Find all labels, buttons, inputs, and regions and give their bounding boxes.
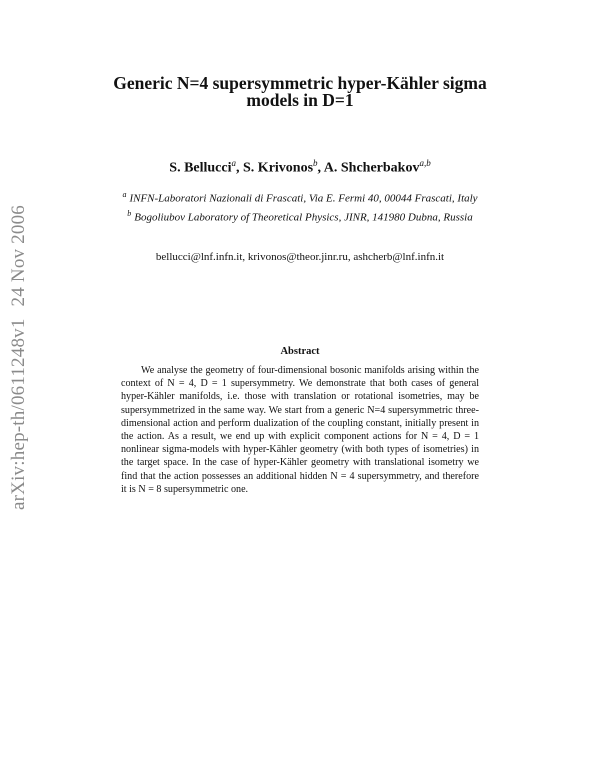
arxiv-date: 24 Nov 2006 — [8, 205, 29, 307]
paper-title — [60, 75, 540, 109]
author-emails: bellucci@lnf.infn.it, krivonos@theor.jinr.ru, ashcherb@lnf.infn.it — [155, 251, 445, 263]
title-line-2: models in D=1 — [246, 90, 354, 110]
author-bellucci: S. Bellucci — [169, 160, 232, 176]
arxiv-id: arXiv:hep-th/0611248v1 — [8, 318, 29, 510]
affiliation-a — [0, 190, 600, 205]
author-list — [60, 158, 540, 177]
abstract-body: We analyse the geometry of four-dimensional bosonic manifolds arising within the context of N = 4, D = 1 supersymmetry. We demonstrate that both cases of general hyper-Kähler manifolds, i.e. those with translation or rotational isometries, may be supersymmetrized in the same way. We start from a generic N=4 supersymmetric three-dimensional action and perform dualization of the coupling constant, initially present in the action. As a result, we end up with explicit component actions for N = 4, D = 1 nonlinear sigma-models with hyper-Kähler geometry (with both types of isometries) in the target space. In the case of hyper-Kähler geometry with translational isometry we find that the action possesses an additional hidden N = 4 supersymmetry, and therefore it is N = 8 supersymmetric one. — [121, 365, 479, 495]
author-krivonos-affil-mark: b — [313, 158, 318, 168]
author-shcherbakov: A. Shcherbakov — [323, 160, 420, 176]
abstract-heading: Abstract — [280, 346, 320, 357]
author-separator: , — [317, 160, 324, 176]
affiliation-a-mark: a — [122, 190, 127, 199]
author-bellucci-affil-mark: a — [231, 158, 237, 168]
author-separator: , — [236, 160, 244, 176]
title-line-1: Generic N=4 supersymmetric hyper-Kähler sigma — [113, 73, 487, 93]
author-shcherbakov-affil-mark: a,b — [419, 158, 431, 168]
affiliation-b-text: Bogoliubov Laboratory of Theoretical Physics, JINR, 141980 Dubna, Russia — [134, 211, 473, 224]
affiliation-b — [0, 209, 600, 224]
affiliation-b-mark: b — [127, 209, 132, 218]
author-krivonos: S. Krivonos — [243, 160, 314, 176]
affiliation-a-text: INFN-Laboratori Nazionali di Frascati, Via E. Fermi 40, 00044 Frascati, Italy — [129, 192, 478, 205]
